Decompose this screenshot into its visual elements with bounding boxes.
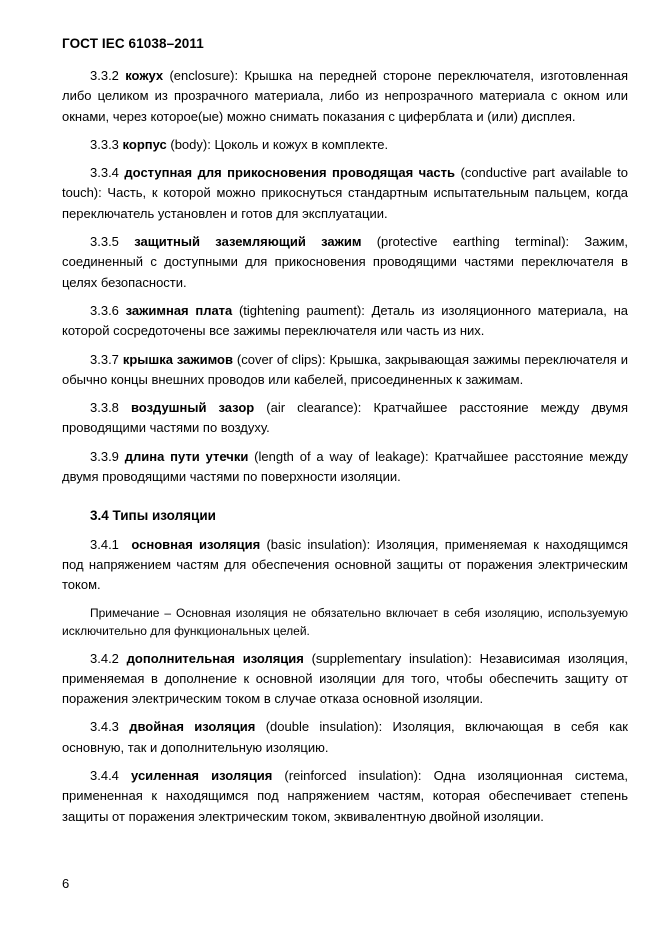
- clause-number: 3.3.4: [90, 165, 119, 181]
- definition-paragraph: [62, 447, 628, 488]
- clause-number: 3.4.4: [90, 768, 119, 784]
- definition-term: корпус: [122, 136, 167, 152]
- clause-number: 3.4.3: [90, 719, 119, 735]
- definition-paragraph: [62, 135, 628, 155]
- definitions-3-4: [62, 649, 628, 827]
- definition-text: (protective earthing terminal): Зажим, соединенный с доступными для прикосновения проводящими частями переключателя в целях безопасности.: [62, 234, 628, 290]
- definition-term: зажимная плата: [125, 302, 233, 318]
- clause-number: 3.3.7: [90, 351, 119, 367]
- definition-paragraph: [62, 398, 628, 439]
- definition-paragraph: [62, 232, 628, 293]
- definition-term: длина пути утечки: [124, 448, 249, 464]
- page-header: ГОСТ IEC 61038–2011: [62, 36, 204, 51]
- definition-text: (tightening paument): Деталь из изоляционного материала, на которой сосредоточены все зажимы переключателя или часть из них.: [62, 302, 628, 339]
- definition-term: кожух: [125, 68, 164, 83]
- definition-term: двойная изоляция: [129, 719, 256, 735]
- clause-number: 3.3.2: [90, 68, 119, 83]
- definition-term: основная изоляция: [131, 536, 261, 552]
- definition-text: (supplementary insulation): Независимая изоляция, применяемая в дополнение к основной изоляции для того, чтобы обеспечить защиту от поражения электрическим током в случае отказа основной изоляции.: [62, 650, 628, 707]
- definition-text: (double insulation): Изоляция, включающая в себя как основную, так и дополнительную изоляцию.: [62, 719, 628, 755]
- definition-text: (length of a way of leakage): Кратчайшее расстояние между двумя проводящими частями по поверхности изоляции.: [62, 448, 628, 485]
- definition-text: (cover of clips): Крышка, закрывающая зажимы переключателя и обычно концы внешних проводов или кабелей, присоединенных к зажимам.: [62, 351, 628, 387]
- definition-paragraph: [62, 717, 628, 758]
- clause-number: 3.3.5: [90, 234, 119, 250]
- document-body: [62, 66, 628, 835]
- definition-paragraph: [62, 66, 628, 127]
- definition-paragraph: [62, 766, 628, 827]
- definition-paragraph: [62, 350, 628, 391]
- definition-paragraph: [62, 649, 628, 710]
- definition-text: (conductive part available to touch): Часть, к которой можно прикоснуться стандартным испытательным пальцем, когда переключатель установлен и готов для эксплуатации.: [62, 165, 628, 221]
- note-paragraph: Примечание – Основная изоляция не обязательно включает в себя изоляцию, используемую исключительно для функциональных целей.: [62, 605, 628, 639]
- definition-text: (basic insulation): Изоляция, применяемая к находящимся под напряжением частям для обеспечения основной защиты от поражения электрическим током.: [62, 536, 628, 593]
- definition-term: дополнительная изоляция: [126, 650, 304, 666]
- page-number: 6: [62, 876, 70, 891]
- clause-number: 3.3.6: [90, 302, 119, 318]
- definition-text: (enclosure): Крышка на передней стороне переключателя, изготовленная либо целиком из прозрачного материала, либо из непрозрачного материала с окном или окнами, через которое(ые) можно снимать показания с циферблата и (или) дисплея.: [62, 68, 628, 124]
- definition-term: доступная для прикосновения проводящая часть: [124, 165, 456, 181]
- clause-number: 3.4.2: [90, 650, 119, 666]
- clause-number: 3.4.1: [90, 536, 119, 552]
- definition-term: воздушный зазор: [130, 400, 255, 416]
- definition-paragraph: [62, 301, 628, 342]
- definition-term: защитный заземляющий зажим: [134, 234, 362, 250]
- definition-text: (reinforced insulation): Одна изоляционная система, примененная к находящимся под напряжением частям, которая обеспечивает степень защиты от поражения электрическим током, эквивалентную двойной изоляции.: [62, 768, 628, 824]
- section-title: 3.4 Типы изоляции: [90, 508, 216, 524]
- definition-text: (body): Цоколь и кожух в комплекте.: [166, 136, 389, 152]
- clause-number: 3.3.3: [90, 136, 119, 152]
- clause-number: 3.3.9: [90, 448, 119, 464]
- definition-term: крышка зажимов: [122, 351, 233, 367]
- definition-paragraph: [62, 163, 628, 224]
- definitions-3-3: [62, 66, 628, 487]
- clause-number: 3.3.8: [90, 400, 119, 416]
- definition-paragraph: [62, 535, 628, 596]
- definition-term: усиленная изоляция: [131, 768, 273, 784]
- definition-text: (air clearance): Кратчайшее расстояние между двумя проводящими частями по воздуху.: [62, 400, 628, 436]
